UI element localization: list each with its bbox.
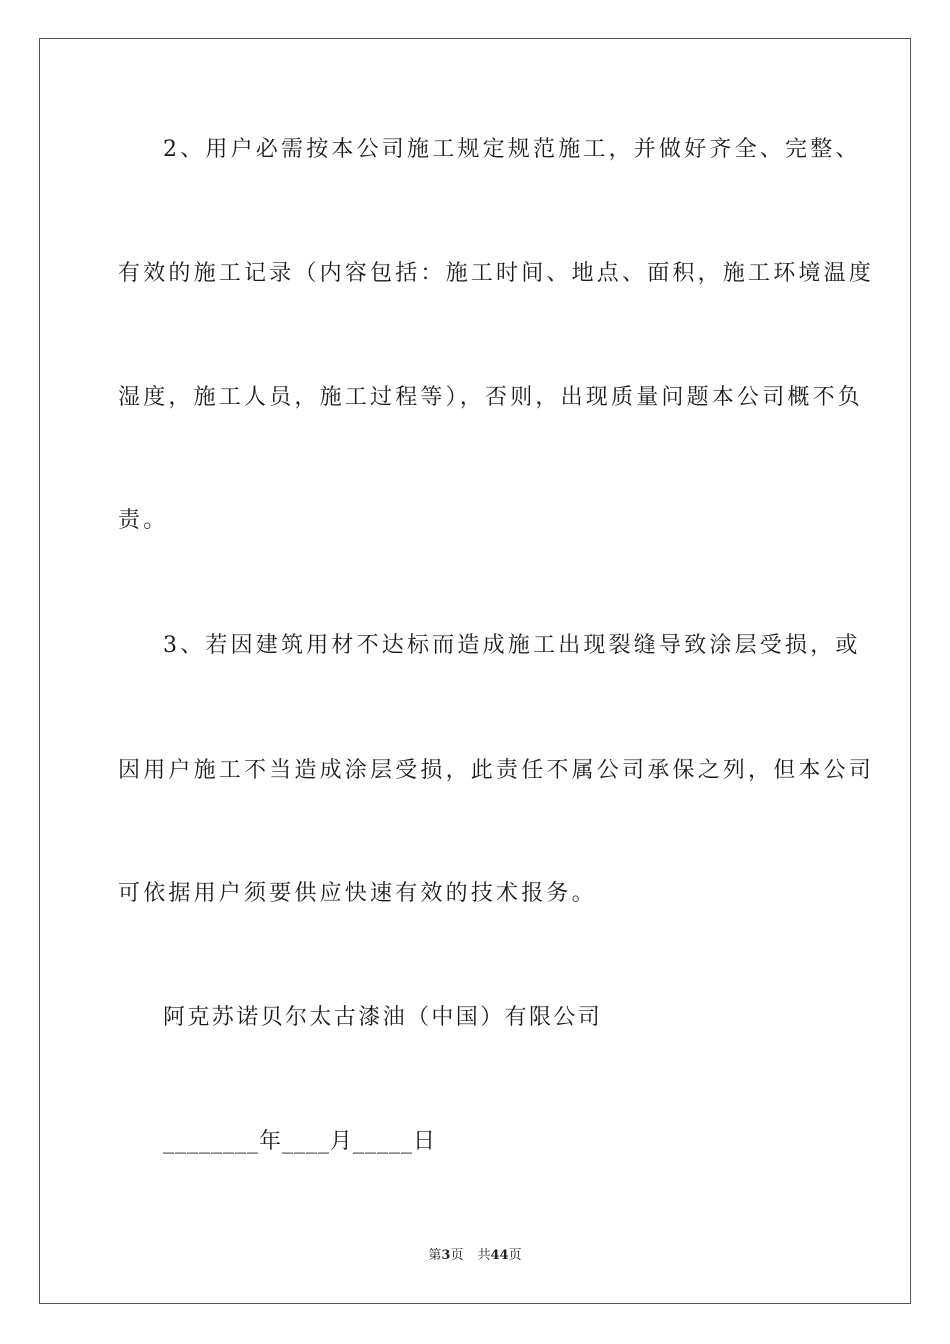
- total-prefix: 共: [477, 1248, 491, 1263]
- paragraph-3-line-2: 因用户施工不当造成涂层受损，此责任不属公司承保之列，但本公司: [118, 758, 875, 783]
- page-border: [39, 38, 911, 1304]
- paragraph-3-line-1: 3、若因建筑用材不达标而造成施工出现裂缝导致涂层受损，或: [163, 633, 861, 658]
- paragraph-2-line-1: 2、用户必需按本公司施工规定规范施工，并做好齐全、完整、: [163, 137, 861, 162]
- page-prefix: 第: [428, 1248, 442, 1263]
- company-name: 阿克苏诺贝尔太古漆油（中国）有限公司: [163, 1005, 603, 1030]
- paragraph-2-line-2: 有效的施工记录（内容包括：施工时间、地点、面积，施工环境温度: [118, 261, 875, 286]
- paragraph-2-line-4: 责。: [118, 508, 169, 533]
- page-suffix: 页: [450, 1248, 464, 1263]
- total-suffix: 页: [508, 1248, 522, 1263]
- page-total: 44: [490, 1248, 509, 1263]
- paragraph-2-line-3: 湿度，施工人员，施工过程等），否则，出现质量问题本公司概不负: [118, 385, 864, 410]
- page-footer: [0, 1247, 950, 1265]
- date-line: ________年____月_____日: [163, 1129, 437, 1154]
- paragraph-3-line-3: 可依据用户须要供应快速有效的技术报务。: [118, 881, 597, 906]
- page-current: 3: [441, 1248, 451, 1263]
